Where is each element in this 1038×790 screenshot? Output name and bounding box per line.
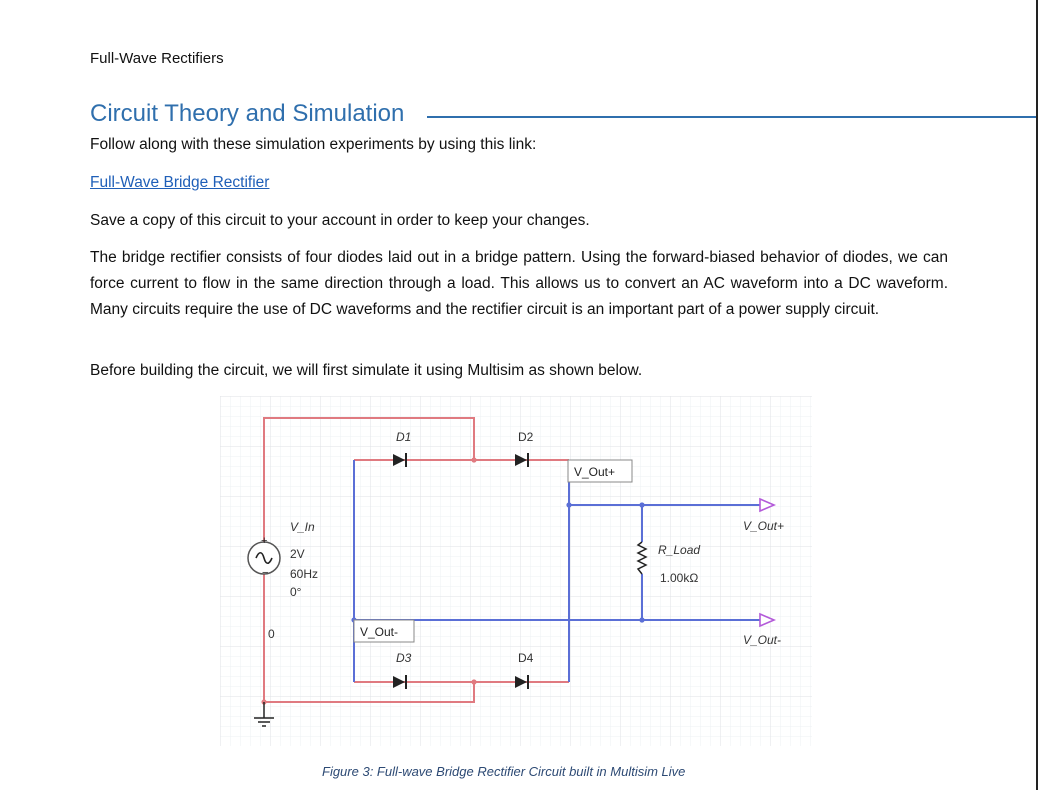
- source-amplitude: 2V: [290, 547, 305, 561]
- svg-text:−: −: [262, 567, 269, 579]
- before-figure-text: Before building the circuit, we will first simulate it using Multisim as shown below.: [90, 362, 643, 379]
- circuit-diagram: [220, 396, 812, 746]
- document-header: Full-Wave Rectifiers: [90, 50, 224, 67]
- bridge-rectifier-link[interactable]: Full-Wave Bridge Rectifier: [90, 174, 270, 191]
- label-d3: D3: [396, 651, 412, 665]
- source-name: V_In: [290, 520, 315, 534]
- source-phase: 0°: [290, 585, 302, 599]
- ground-net-label: 0: [268, 627, 275, 641]
- probe-label-plus: V_Out+: [743, 519, 785, 533]
- save-note: Save a copy of this circuit to your account in order to keep your changes.: [90, 212, 590, 229]
- source-frequency: 60Hz: [290, 567, 319, 581]
- svg-text:+: +: [261, 535, 268, 547]
- link-line: [90, 170, 948, 196]
- load-value: 1.00kΩ: [660, 571, 699, 585]
- intro-text: Follow along with these simulation experiments by using this link:: [90, 136, 537, 153]
- bridge-paragraph: The bridge rectifier consists of four diodes laid out in a bridge pattern. Using the forward-biased behavior of diodes, we can force current to flow in the same direction through a load. This allows us to convert an AC waveform into a DC waveform. Many circuits require the use of DC waveforms and the rectifier circuit is an important part of a power supply circuit.: [90, 249, 948, 318]
- section-rule: [427, 116, 1038, 118]
- net-label-vout-minus: V_Out-: [360, 625, 399, 639]
- label-d4: D4: [518, 651, 534, 665]
- section-title: Circuit Theory and Simulation: [90, 100, 405, 127]
- figure-caption: Figure 3: Full-wave Bridge Rectifier Circuit built in Multisim Live: [322, 764, 686, 779]
- label-d2: D2: [518, 430, 534, 444]
- net-label-vout-plus: V_Out+: [574, 465, 616, 479]
- load-name: R_Load: [658, 543, 701, 557]
- label-d1: D1: [396, 430, 412, 444]
- circuit-figure: [220, 396, 812, 746]
- section-heading: [90, 100, 1038, 130]
- probe-label-minus: V_Out-: [743, 633, 782, 647]
